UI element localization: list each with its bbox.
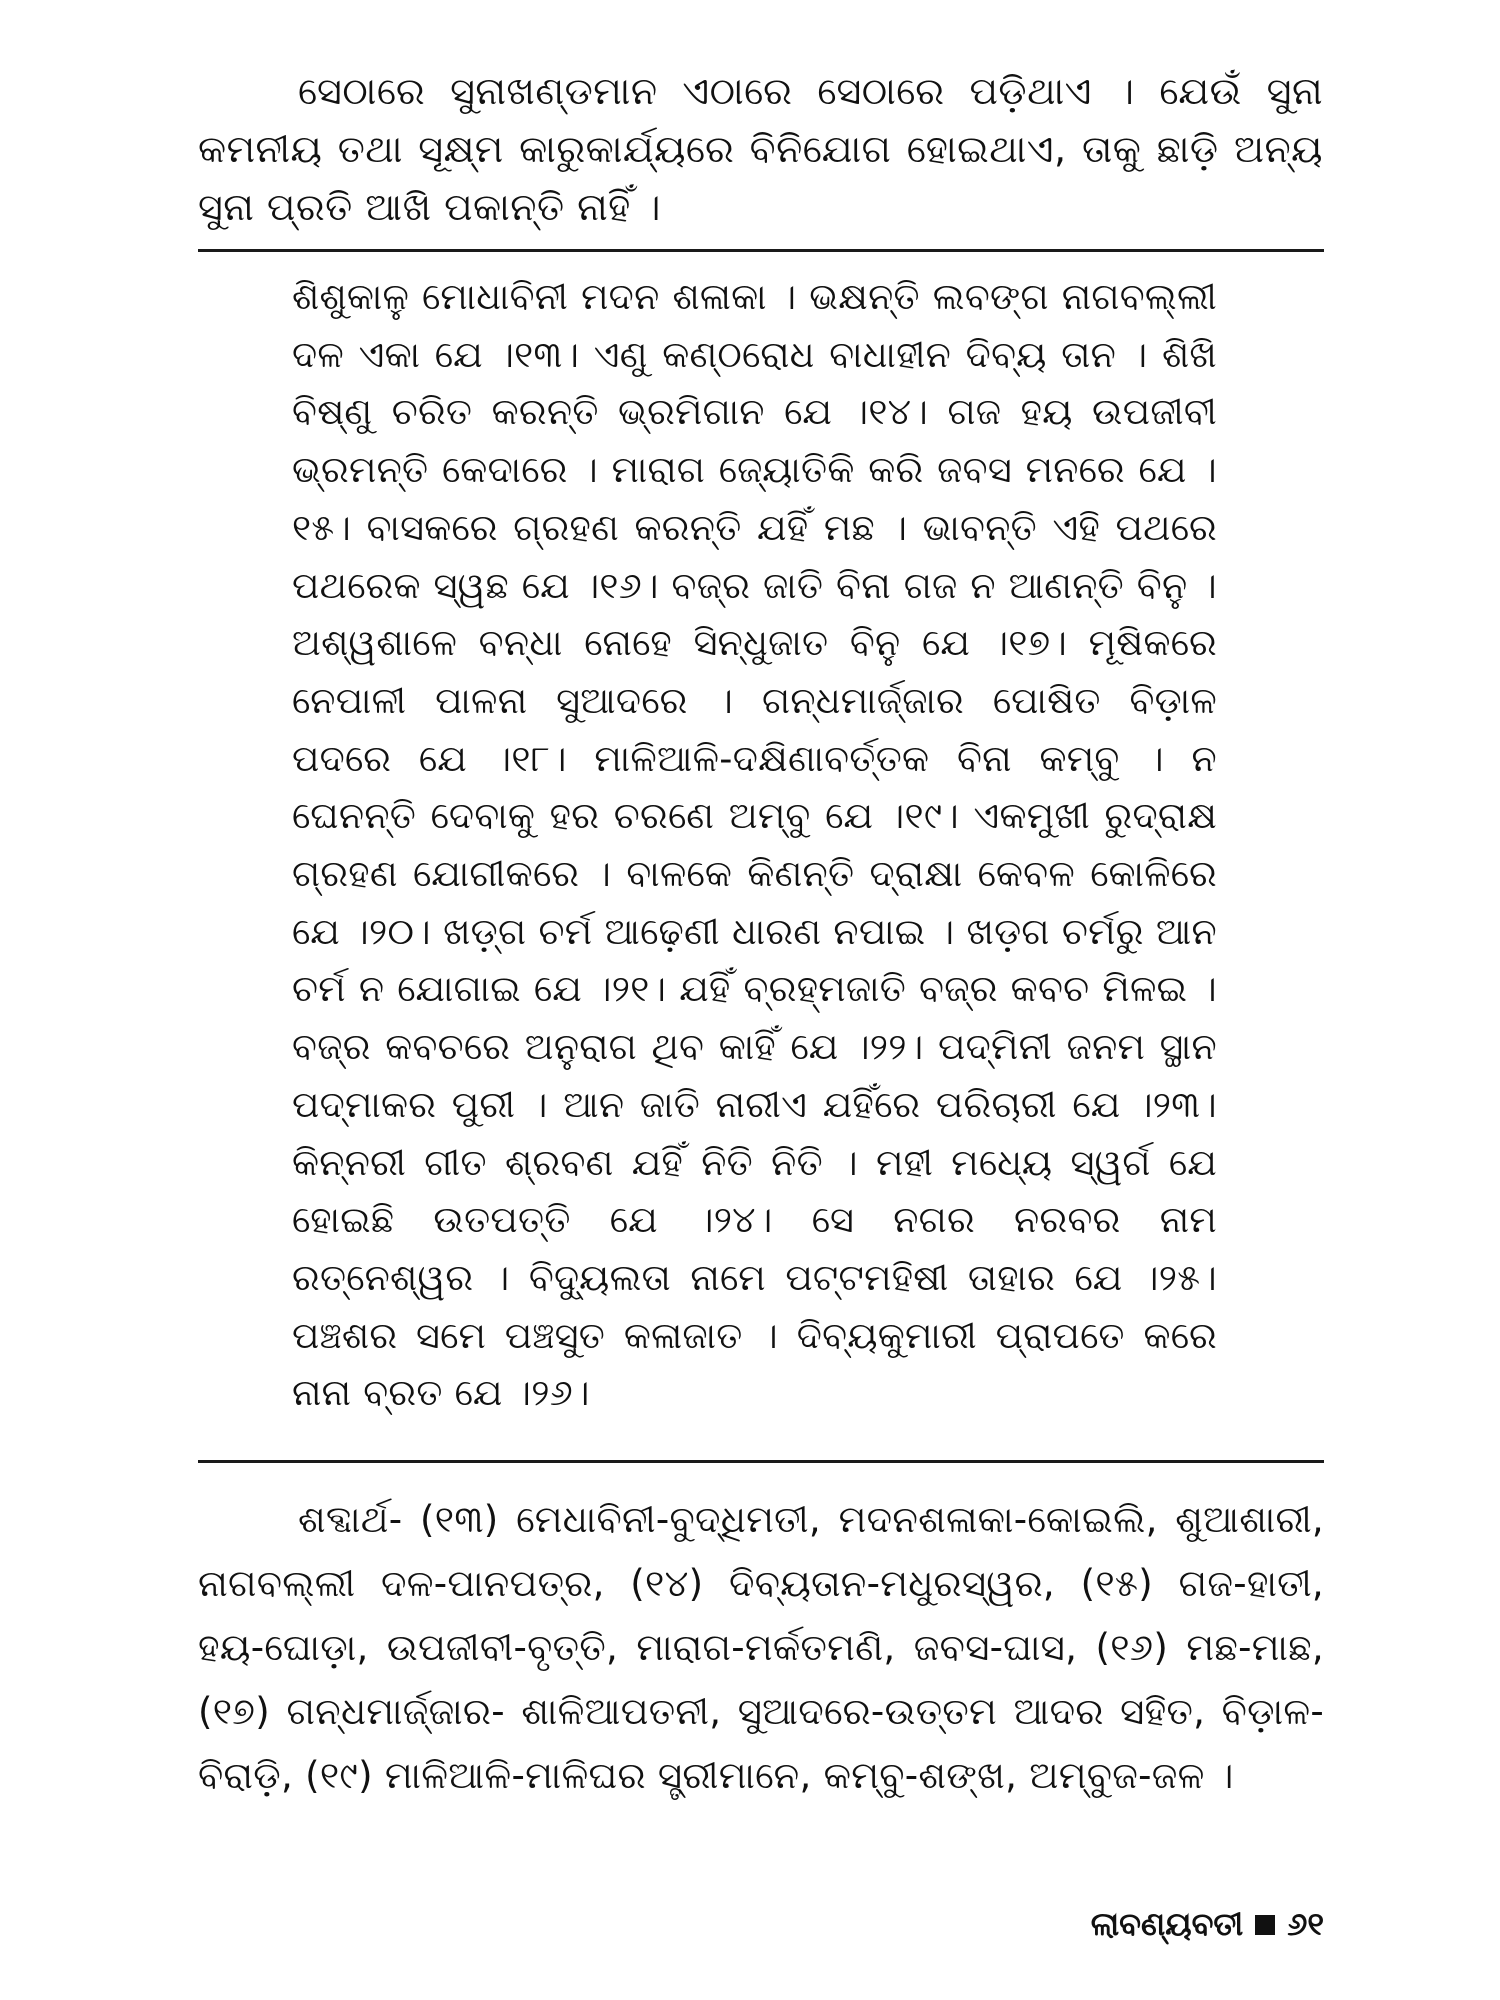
intro-paragraph: ସେଠାରେ ସୁନାଖଣ୍ଡମାନ ଏଠାରେ ସେଠାରେ ପଡ଼ିଥାଏ । ଯେଉଁ ସୁନା କମନୀୟ ତଥା ସୂକ୍ଷ୍ମ କାରୁକାର୍ଯ୍ୟରେ ବିନିଯୋଗ ହୋଇଥାଏ, ତାକୁ ଛାଡ଼ି ଅନ୍ୟ ସୁନା ପ୍ରତି ଆଖି ପକାନ୍ତି ନାହିଁ । [198, 69, 1323, 229]
verse-block: ଶିଶୁକାଳୁ ମୋଧାବିନୀ ମଦନ ଶଳାକା । ଭକ୍ଷନ୍ତି ଲବଙ୍ଗ ନାଗବଲ୍ଲୀ ଦଳ ଏକା ଯେ ।୧୩। ଏଣୁ କଣ୍ଠରୋଧ ବାଧାହୀନ ଦିବ୍ୟ ତାନ । ଶିଖି ବିଷ୍ଣୁ ଚରିତ କରନ୍ତି ଭ୍ରମିଗାନ ଯେ ।୧୪। ଗଜ ହୟ ଉପଜୀବୀ ଭ୍ରମନ୍ତି କେଦାରେ । ମାରାଗ ଜ୍ୟୋତିକି କରି ଜବସ ମନରେ ଯେ ।୧୫। ବାସକରେ ଗ୍ରହଣ କରନ୍ତି ଯହିଁ ମଛ । ଭାବନ୍ତି ଏହି ପଥରେ ପଥରେକ ସ୍ୱଛ ଯେ ।୧୬। ବଜ୍ର ଜାତି ବିନା ଗଜ ନ ଆଣନ୍ତି ବିନୁ । ଅଶ୍ୱଶାଳେ ବନ୍ଧା ନୋହେ ସିନ୍ଧୁଜାତ ବିନୁ ଯେ ।୧୭। ମୂଷିକରେ ନେପାଳୀ ପାଳନା ସୁଆଦରେ । ଗନ୍ଧମାର୍ଜ୍ଜାର ପୋଷିତ ବିଡ଼ାଳ ପଦରେ ଯେ ।୧୮। ମାଳିଆଳି-ଦକ୍ଷିଣାବର୍ତ୍ତକ ବିନା କମ୍ବୁ । ନ ଘେନନ୍ତି ଦେବାକୁ ହର ଚରଣେ ଅମ୍ବୁ ଯେ ।୧୯। ଏକମୁଖୀ ରୁଦ୍ରାକ୍ଷ ଗ୍ରହଣ ଯୋଗୀକରେ । ବାଳକେ କିଣନ୍ତି ଦ୍ରାକ୍ଷା କେବଳ କୋଳିରେ ଯେ ।୨୦। ଖଡ଼୍‌ଗ ଚର୍ମ ଆଢ଼େଣୀ ଧାରଣ ନପାଇ । ଖଡ଼ଗ ଚର୍ମରୁ ଆନ ଚର୍ମ ନ ଯୋଗାଇ ଯେ ।୨୧। ଯହିଁ ବ୍ରହ୍ମଜାତି ବଜ୍ର କବଚ ମିଳଇ । ବଜ୍ର କବଚରେ ଅନୁରାଗ ଥିବ କାହିଁ ଯେ ।୨୨। ପଦ୍ମିନୀ ଜନମ ସ୍ଥାନ ପଦ୍ମାକର ପୁରୀ । ଆନ ଜାତି ନାରୀଏ ଯହିଁରେ ପରିଚାରୀ ଯେ ।୨୩। କିନ୍ନରୀ ଗୀତ ଶ୍ରବଣ ଯହିଁ ନିତି ନିତି । ମହୀ ମଧ୍ୟେ ସ୍ୱର୍ଗ ଯେ ହୋଇଛି ଉତପତ୍ତି ଯେ ।୨୪। ସେ ନଗର ନରବର ନାମ ରତ୍ନେଶ୍ୱର । ବିଦ୍ୟୁଲତା ନାମେ ପଟ୍ଟମହିଷୀ ତାହାର ଯେ ।୨୫। ପଞ୍ଚଶର ସମେ ପଞ୍ଚସୁତ କଳାଜାତ । ଦିବ୍ୟକୁମାରୀ ପ୍ରାପତେ କରେ ନାନା ବ୍ରତ ଯେ ।୨୬। [292, 275, 1217, 1415]
page-footer [1091, 1905, 1324, 1944]
page-number: ୬୧ [1287, 1905, 1324, 1943]
glossary-paragraph: ଶବ୍ଦାର୍ଥ- (୧୩) ମେଧାବିନୀ-ବୁଦ୍ଧିମତୀ, ମଦନଶଳାକା-କୋଇଲି, ଶୁଆଶାରୀ, ନାଗବଲ୍ଲୀ ଦଳ-ପାନପତ୍ର, (୧୪) ଦିବ୍ୟତାନ-ମଧୁରସ୍ୱର, (୧୫) ଗଜ-ହାତୀ, ହୟ-ଘୋଡ଼ା, ଉପଜୀବୀ-ବୃତ୍ତି, ମାରାଗ-ମର୍କତମଣି, ଜବସ-ଘାସ, (୧୬) ମଛ-ମାଛ, (୧୭) ଗନ୍ଧମାର୍ଜ୍ଜାର- ଶାଳିଆପତନୀ, ସୁଆଦରେ-ଉତ୍ତମ ଆଦର ସହିତ, ବିଡ଼ାଳ-ବିରାଡ଼ି, (୧୯) ମାଳିଆଳି-ମାଳିଘର ସ୍ତ୍ରୀମାନେ, କମ୍ବୁ-ଶଙ୍ଖ, ଅମ୍ବୁଜ-ଜଳ । [198, 1498, 1324, 1797]
book-title: ଲାବଣ୍ୟବତୀ [1090, 1905, 1244, 1943]
top-divider [198, 249, 1324, 252]
bottom-divider [198, 1460, 1324, 1463]
square-marker-icon [1255, 1915, 1275, 1935]
